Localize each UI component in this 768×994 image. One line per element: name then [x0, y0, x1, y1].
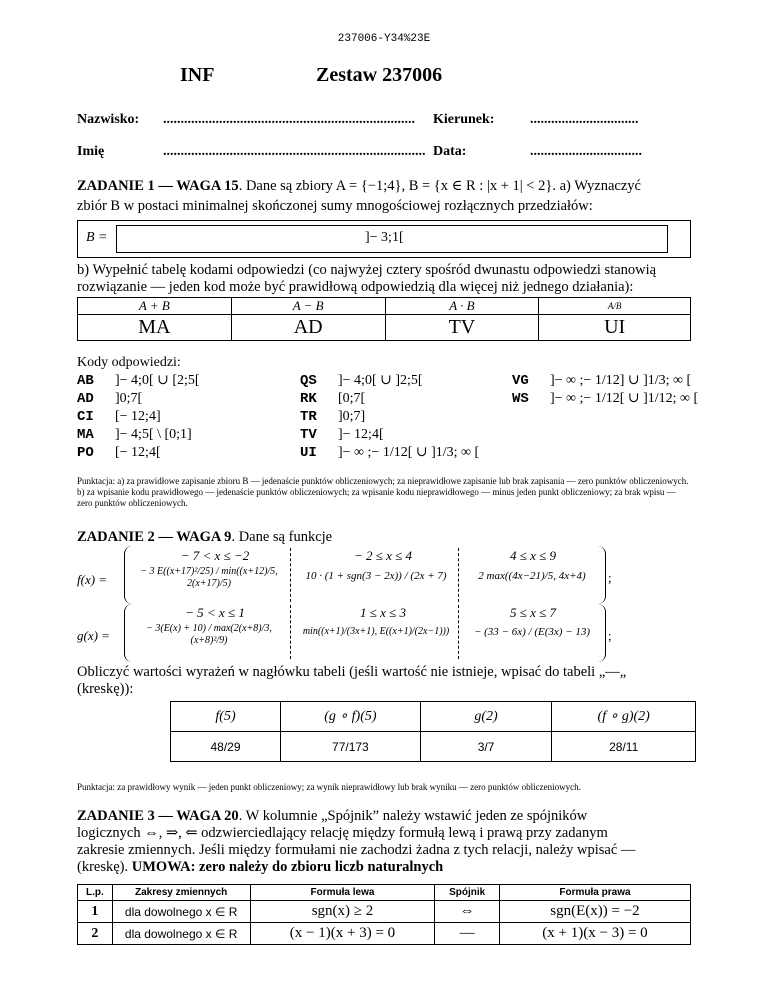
task1-title: ZADANIE 1 — WAGA 15	[77, 178, 239, 194]
code-row	[512, 372, 702, 390]
code-value: ]− 12;4[	[338, 427, 384, 442]
task3-line-4-text: (kreskę).	[77, 859, 129, 875]
code-key: MA	[77, 427, 94, 443]
f-separator-1	[290, 548, 291, 602]
date-field[interactable]: ................................	[530, 144, 642, 159]
code-key: AB	[77, 373, 94, 389]
header-a-plus-b: A + B	[78, 298, 232, 315]
header-a-times-b: A · B	[385, 298, 539, 315]
name-field[interactable]: ...........................................................................	[163, 144, 426, 159]
code-key: AD	[77, 391, 94, 407]
header-a-div-b: A/B	[539, 298, 691, 315]
row-range: dla dowolnego x ∈ R	[112, 923, 250, 945]
task3-row	[78, 923, 691, 945]
g-separator-1	[290, 605, 291, 659]
answer-cell-a-div-b[interactable]: UI	[539, 315, 691, 341]
code-value: [− 12;4[	[115, 445, 161, 460]
g-expression-3: − (33 − 6x) / (E(3x) − 13)	[473, 626, 591, 638]
row-range: dla dowolnego x ∈ R	[112, 901, 250, 923]
task1-text-d: rozwiązanie — jeden kod może być prawidłową odpowiedzią dla więcej niż jednego działania):	[77, 279, 634, 295]
f-expression-2: 10 · (1 + sgn(3 − 2x)) / (2x + 7)	[305, 570, 447, 582]
task3-convention: UMOWA: zero należy do zbioru liczb naturalnych	[131, 859, 444, 875]
task2-question: Obliczyć wartości wyrażeń w nagłówku tabeli (jeśli wartość nie istnieje, wpisać do tabeli „—„	[77, 664, 627, 680]
col-right-formula: Formuła prawa	[499, 885, 690, 901]
col-left-formula: Formuła lewa	[250, 885, 435, 901]
row-connective[interactable]: —	[435, 923, 500, 945]
code-row	[77, 372, 204, 390]
header-f-g-of-2: (f ∘ g)(2)	[552, 702, 696, 732]
faculty-label: Kierunek:	[433, 112, 495, 127]
row-number: 1	[78, 901, 113, 923]
code-row	[300, 408, 483, 426]
code-key: TR	[300, 409, 317, 425]
g-label: g(x) =	[77, 628, 110, 643]
task3-line-1: . W kolumnie „Spójnik” należy wstawić jeden ze spójników	[238, 808, 588, 824]
answer-cell-a-times-b[interactable]: TV	[385, 315, 539, 341]
task1-text-a: . Dane są zbiory A = {−1;4}, B = {x ∈ R : |x + 1| < 2}. a) Wyznaczyć	[238, 178, 641, 194]
code-key: TV	[300, 427, 317, 443]
codes-title: Kody odpowiedzi:	[77, 355, 181, 370]
g-separator-2	[458, 605, 459, 659]
set-b-label: B =	[86, 230, 108, 245]
code-value: ]− 4;0[ ∪ [2;5[	[115, 373, 200, 388]
code-value: ]− 4;0[ ∪ ]2;5[	[338, 373, 423, 388]
code-row	[77, 426, 204, 444]
code-row	[300, 372, 483, 390]
g-semicolon: ;	[608, 628, 612, 643]
row-left-formula: (x − 1)(x + 3) = 0	[250, 923, 435, 945]
answer-g-of-2[interactable]: 3/7	[420, 732, 552, 762]
answer-f-g-of-2[interactable]: 28/11	[552, 732, 696, 762]
date-label: Data:	[433, 144, 467, 159]
task1-answer-table	[77, 297, 691, 341]
code-value: ]− ∞ ;− 1/12] ∪ ]1/3; ∞ [	[550, 373, 692, 388]
code-value: [0;7[	[338, 391, 366, 406]
task3-row	[78, 901, 691, 923]
f-condition-1: − 7 < x ≤ −2	[180, 548, 250, 563]
header-g-f-of-5: (g ∘ f)(5)	[281, 702, 421, 732]
answer-cell-a-plus-b[interactable]: MA	[78, 315, 232, 341]
g-condition-3: 5 ≤ x ≤ 7	[509, 605, 557, 620]
g-expression-1: − 3(E(x) + 10) / max(2(x+8)/3, (x+8)²/9)	[146, 623, 272, 646]
code-key: UI	[300, 445, 317, 461]
answer-g-f-of-5[interactable]: 77/173	[281, 732, 421, 762]
task2-intro-text: . Dane są funkcje	[231, 529, 333, 545]
code-value: [− 12;4]	[115, 409, 161, 424]
task2-title: ZADANIE 2 — WAGA 9	[77, 529, 232, 545]
task1-scoring: Punktacja: a) za prawidłowe zapisanie zbioru B — jedenaście punktów obliczeniowych; za nieprawidłowe zapisanie lub brak zapisania — zero punktów obliczeniowych. b) za wpisanie kodu prawidłowego — jedenaście punktów obliczeniowych; za wpisanie kodu nieprawidłowego — minus jeden punkt obliczeniowy; za brak wpisu — zero punktów obliczeniowych.	[77, 476, 689, 508]
code-key: CI	[77, 409, 94, 425]
codes-column-3	[512, 372, 702, 408]
answer-f-of-5[interactable]: 48/29	[171, 732, 281, 762]
codes-column-2	[300, 372, 483, 462]
code-value: ]− 4;5[ \ [0;1]	[115, 427, 192, 442]
row-right-formula: (x + 1)(x − 3) = 0	[499, 923, 690, 945]
g-condition-2: 1 ≤ x ≤ 3	[359, 605, 407, 620]
code-key: RK	[300, 391, 317, 407]
row-right-formula: sgn(E(x)) = −2	[499, 901, 690, 923]
code-row	[77, 444, 204, 462]
row-number: 2	[78, 923, 113, 945]
code-row	[300, 426, 483, 444]
task3-table	[77, 884, 691, 945]
task1-text-c: b) Wypełnić tabelę kodami odpowiedzi (co najwyżej cztery spośród dwunastu odpowiedzi stanowią	[77, 262, 657, 278]
task3-title: ZADANIE 3 — WAGA 20	[77, 808, 239, 824]
task3-line-4	[77, 859, 443, 876]
code-value: ]0;7[	[115, 391, 143, 406]
name-label: Imię	[77, 144, 105, 159]
row-connective[interactable]: ⇔	[435, 901, 500, 923]
code-key: VG	[512, 373, 529, 389]
surname-label: Nazwisko:	[77, 112, 140, 127]
code-key: PO	[77, 445, 94, 461]
task1-intro	[77, 178, 641, 195]
document-code: 237006-Y34%23E	[337, 33, 431, 45]
f-expression-1: − 3 E((x+17)²/25) / min((x+12)/5, 2(x+17)/5)	[140, 566, 278, 589]
col-lp: L.p.	[78, 885, 113, 901]
header-g-of-2: g(2)	[420, 702, 552, 732]
col-range: Zakresy zmiennych	[112, 885, 250, 901]
code-row	[77, 408, 204, 426]
surname-field[interactable]: ........................................................................	[163, 112, 415, 127]
header-a-minus-b: A − B	[231, 298, 385, 315]
code-key: QS	[300, 373, 317, 389]
g-condition-1: − 5 < x ≤ 1	[185, 605, 245, 620]
answer-cell-a-minus-b[interactable]: AD	[231, 315, 385, 341]
code-key: WS	[512, 391, 529, 407]
code-value: ]− ∞ ;− 1/12[ ∪ ]1/3; ∞ [	[338, 445, 480, 460]
code-row	[300, 444, 483, 462]
code-row	[77, 390, 204, 408]
f-label: f(x) =	[77, 572, 108, 587]
code-row	[512, 390, 702, 408]
task3-intro	[77, 808, 587, 825]
task2-question-2: (kreskę)):	[77, 681, 134, 697]
g-expression-2: min((x+1)/(3x+1), E((x+1)/(2x−1)))	[302, 626, 450, 637]
course-label: INF	[180, 64, 215, 86]
f-condition-2: − 2 ≤ x ≤ 4	[353, 548, 413, 563]
code-row	[300, 390, 483, 408]
header-f-of-5: f(5)	[171, 702, 281, 732]
f-separator-2	[458, 548, 459, 602]
faculty-field[interactable]: ...............................	[530, 112, 639, 127]
task2-answer-table	[170, 701, 696, 762]
task1-text-b: zbiór B w postaci minimalnej skończonej sumy mnogościowej rozłącznych przedziałów:	[77, 198, 593, 214]
set-b-answer: ]− 3;1[	[365, 230, 404, 245]
f-semicolon: ;	[608, 570, 612, 585]
task2-scoring: Punktacja: za prawidłowy wynik — jeden punkt obliczeniowy; za wynik nieprawidłowy lub brak wyniku — zero punktów obliczeniowych.	[77, 782, 581, 792]
code-value: ]0;7]	[338, 409, 366, 424]
code-value: ]− ∞ ;− 1/12[ ∪ ]1/12; ∞ [	[550, 391, 699, 406]
task3-line-3: zakresie zmiennych. Jeśli między formułami nie zachodzi żadna z tych relacji, należy wpisać —	[77, 842, 636, 858]
col-connective: Spójnik	[435, 885, 500, 901]
codes-column-1	[77, 372, 204, 462]
f-condition-3: 4 ≤ x ≤ 9	[509, 548, 557, 563]
set-title: Zestaw 237006	[316, 64, 443, 86]
row-left-formula: sgn(x) ≥ 2	[250, 901, 435, 923]
task3-line-2: logicznych ⇔, ⇒, ⇐ odzwierciedlający relację między formułą lewą i prawą przy zadanym	[77, 825, 608, 841]
f-expression-3: 2 max((4x−21)/5, 4x+4)	[478, 570, 586, 582]
task2-intro	[77, 529, 332, 546]
